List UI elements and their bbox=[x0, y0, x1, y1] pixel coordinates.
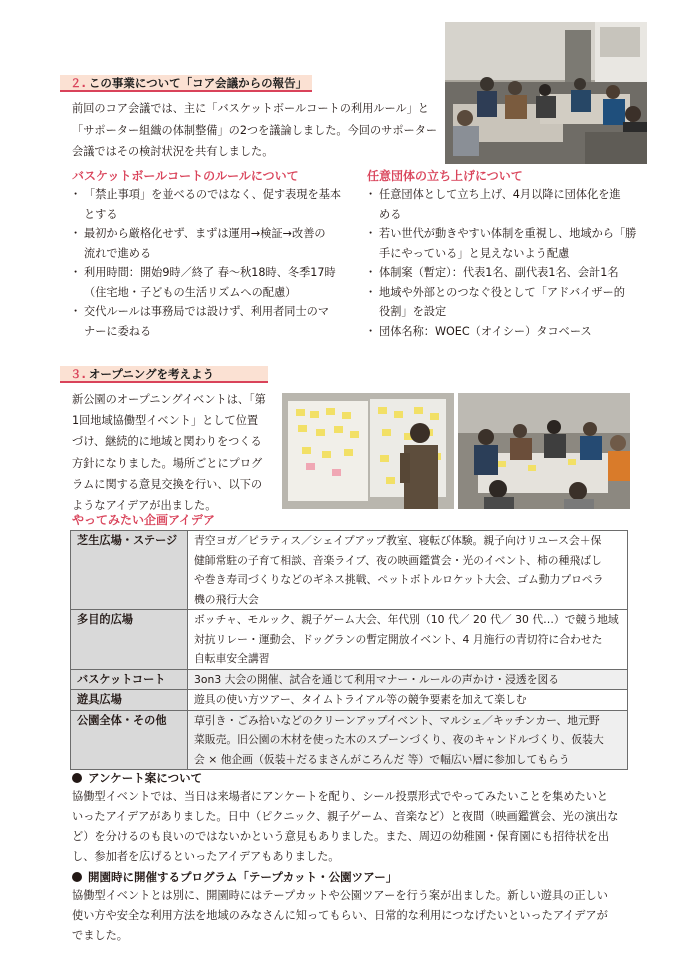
survey-heading bbox=[72, 769, 202, 787]
bullet-dot-icon bbox=[72, 773, 82, 783]
intro-line: ようなアイデアが出ました。 bbox=[72, 499, 217, 513]
list-item: ・ 団体名称：WOEC（オイシー）タコベース bbox=[367, 322, 642, 342]
area-ideas: ボッチャ、モルック、親子ゲーム大会、年代別（10 代／ 20 代／ 30 代…）で競う地域 対抗リレー・運動会、ドッグランの暫定開放イベント、4 月施行の青切符に合わせた 自転車安全講習 bbox=[188, 610, 628, 670]
section-3-intro bbox=[72, 389, 280, 516]
area-ideas: 青空ヨガ／ピラティス／シェイプアップ教室、寝転び体験。親子向けリユース会＋保 健師常駐の子育て相談、音楽ライブ、夜の映画鑑賞会・光のイベント、柿の種飛ばし や巻き寿司づくりなどのギネス挑戦、ペットボトルロケット大会、ゴム動力プロペラ 機の飛行大会 bbox=[188, 531, 628, 610]
section-3-title: オープニングを考えよう bbox=[88, 367, 214, 381]
section-2-title: この事業について「コア会議からの報告」 bbox=[88, 76, 308, 90]
intro-line: 方針になりました。場所ごとにプログ bbox=[72, 456, 263, 470]
survey-title: アンケート案について bbox=[88, 771, 203, 785]
table-row bbox=[71, 669, 628, 690]
list-item: ・ 交代ルールは事務局では設けず、利用者同士のマ ナーに委ねる bbox=[72, 302, 357, 341]
workshop-photo bbox=[458, 393, 630, 509]
basket-rules-title: バスケットボールコートのルールについて bbox=[72, 169, 299, 183]
table-row bbox=[71, 610, 628, 670]
area-ideas: 草引き・ごみ拾いなどのクリーンアップイベント、マルシェ／キッチンカー、地元野 菜販売。旧公園の木材を使った木のスプーンづくり、夜のキャンドルづくり、仮装大 会 × 他企画（仮装＋だるまさんがころんだ 等）で幅広い層に参加してもらう bbox=[188, 710, 628, 770]
intro-line: 前回のコア会議では、主に「バスケットボールコートの利用ルール」と bbox=[72, 102, 429, 115]
table-row bbox=[71, 531, 628, 610]
program-heading bbox=[72, 868, 397, 886]
table-row bbox=[71, 690, 628, 711]
meeting-photo bbox=[445, 22, 647, 164]
list-item: ・ 「禁止事項」を並べるのではなく、促す表現を基本 とする bbox=[72, 185, 357, 224]
list-item: ・ 利用時間：開始9時／終了 春〜秋18時、冬季17時 （住宅地・子どもの生活リズムへの配慮） bbox=[72, 263, 357, 302]
program-body: 協働型イベントとは別に、開園時にはテープカットや公園ツアーを行う案が出ました。新しい遊具の正しい 使い方や安全な利用方法を地域のみなさんに知ってもらい、日常的な利用につなげたいといったアイデアが でました。 bbox=[72, 889, 608, 942]
area-ideas: 3on3 大会の開催、試合を通じて利用マナー・ルールの声かけ・浸透を図る bbox=[188, 669, 628, 690]
ideas-table bbox=[70, 530, 628, 770]
section-3-number: ３. bbox=[70, 367, 86, 381]
list-item: ・ 最初から厳格化せず、まずは運用→検証→改善の 流れで進める bbox=[72, 224, 357, 263]
section-2-header bbox=[60, 75, 312, 92]
list-item: ・ 任意団体として立ち上げ、4月以降に団体化を進 める bbox=[367, 185, 642, 224]
bullet-dot-icon bbox=[72, 872, 82, 882]
program-title: 開園時に開催するプログラム「テープカット・公園ツアー」 bbox=[88, 870, 398, 884]
intro-line: 新公園のオープニングイベントは、「第 bbox=[72, 393, 266, 406]
basket-rules-list bbox=[72, 185, 357, 341]
intro-line: 1回地域協働型イベント」として位置 bbox=[72, 414, 259, 428]
ideas-title: やってみたい企画アイデア bbox=[72, 513, 215, 527]
org-setup-title: 任意団体の立ち上げについて bbox=[367, 169, 523, 183]
area-ideas: 遊具の使い方ツアー、タイムトライアル等の競争要素を加えて楽しむ bbox=[188, 690, 628, 711]
list-item: ・ 体制案（暫定）：代表1名、副代表1名、会計1名 bbox=[367, 263, 642, 283]
survey-body: 協働型イベントでは、当日は来場者にアンケートを配り、シール投票形式でやってみたいことを集めたいと いったアイデアがありました。日中（ピクニック、親子ゲーム、音楽など）と夜間（映画鑑賞会、光の演出な ど）を分けるのも良いのではないかという意見もありました。また、周辺の幼稚園・保育園にも招待状を出 し、参加者を広げるといったアイデアもありました。 bbox=[72, 790, 619, 863]
intro-line: 会議ではその検討状況を共有しました。 bbox=[72, 145, 274, 158]
area-label: 公園全体・その他 bbox=[71, 710, 188, 770]
section-2-number: ２. bbox=[70, 76, 86, 90]
area-label: 多目的広場 bbox=[71, 610, 188, 670]
list-item: ・ 地域や外部とのつなぐ役として「アドバイザー的 役割」を設定 bbox=[367, 283, 642, 322]
area-label: バスケットコート bbox=[71, 669, 188, 690]
table-row bbox=[71, 710, 628, 770]
list-item: ・ 若い世代が動きやすい体制を重視し、地域から「勝 手にやっている」と見えないよう配慮 bbox=[367, 224, 642, 263]
org-setup-list bbox=[367, 185, 642, 341]
intro-line: づけ、継続的に地域と関わりをつくる bbox=[72, 435, 262, 449]
section-3-header bbox=[60, 366, 268, 383]
intro-line: ラムに関する意見交換を行い、以下の bbox=[72, 477, 263, 491]
area-label: 芝生広場・ステージ bbox=[71, 531, 188, 610]
area-label: 遊具広場 bbox=[71, 690, 188, 711]
presentation-photo bbox=[282, 393, 454, 509]
intro-line: 「サポーター組織の体制整備」の2つを議論しました。今回のサポーター bbox=[72, 123, 438, 137]
section-2-intro bbox=[72, 98, 442, 163]
